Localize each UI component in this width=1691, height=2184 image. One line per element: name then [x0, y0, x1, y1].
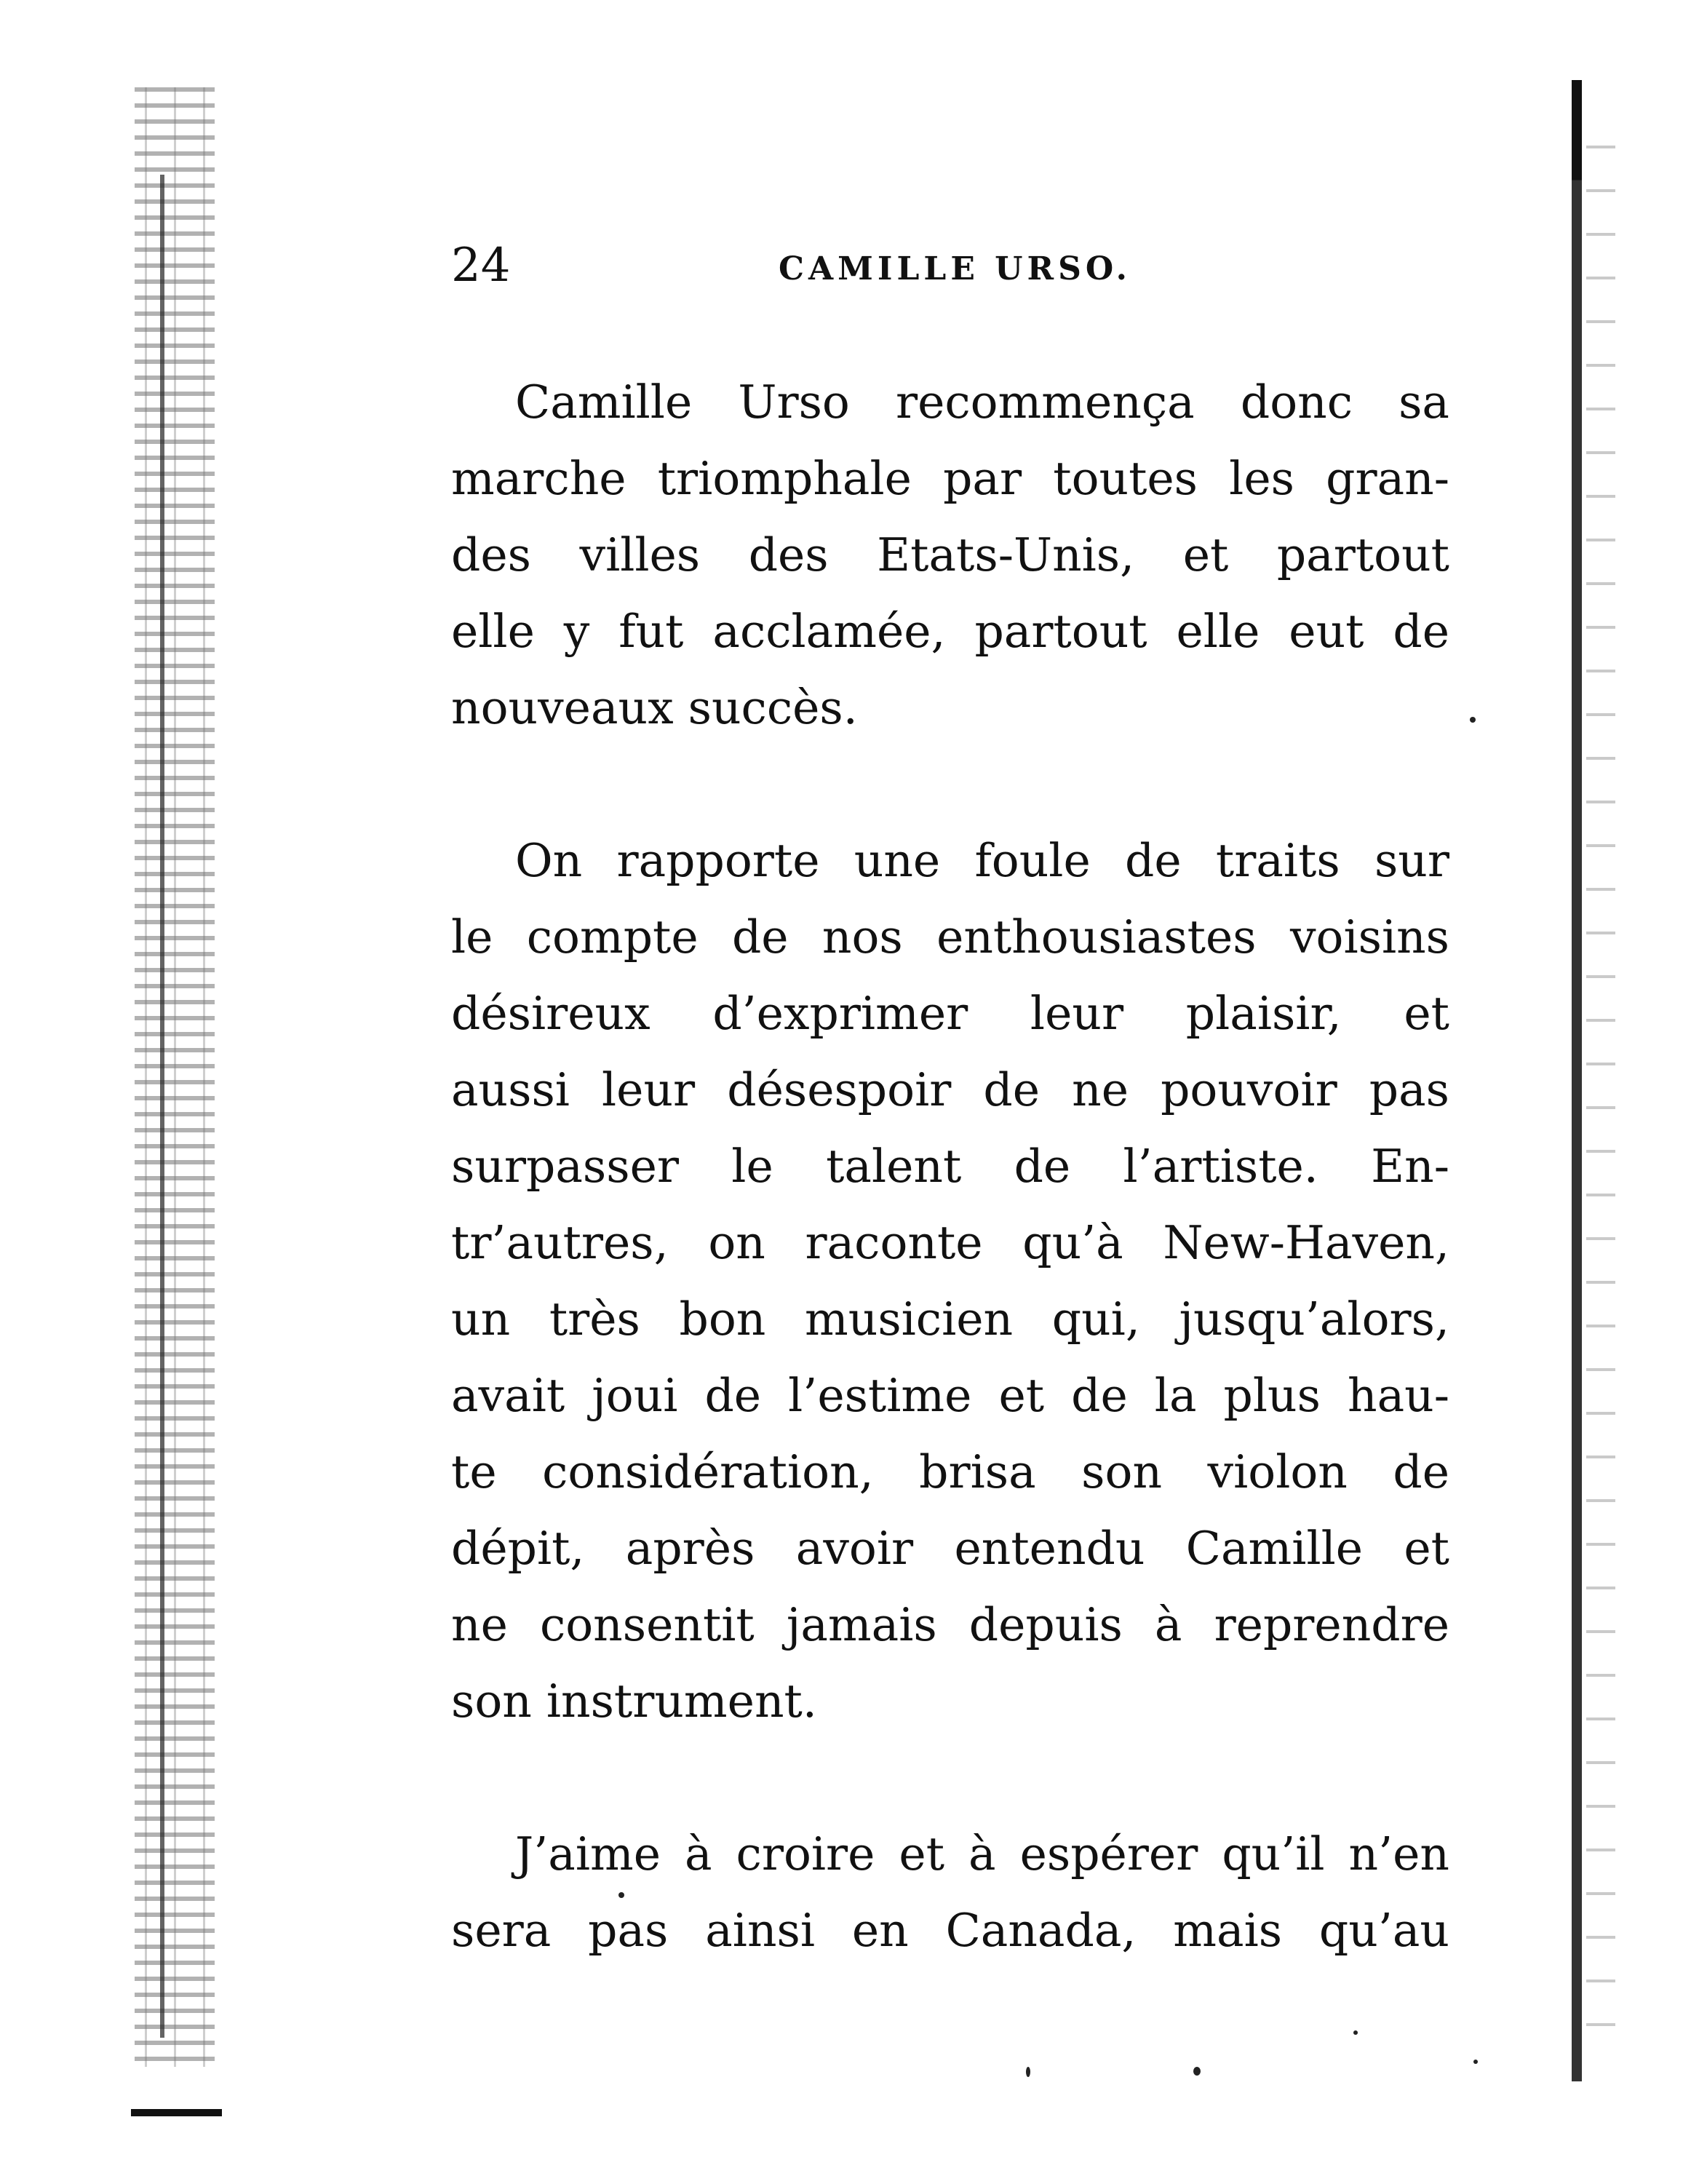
text-line: son instrument.	[451, 1675, 817, 1728]
page-number: 24	[451, 239, 511, 293]
page-header	[451, 237, 1470, 295]
text-line: nouveaux succès.	[451, 681, 858, 734]
scan-speck	[1193, 2067, 1201, 2076]
scan-speck	[1470, 717, 1476, 723]
text-line: Camille Urso recommença donc sa	[515, 376, 1449, 429]
body-text	[451, 364, 1449, 1969]
bottom-left-rule	[131, 2109, 222, 2116]
text-line: elle y fut acclamée, partout elle eut de	[451, 605, 1449, 658]
text-line: le compte de nos enthousiastes voisins	[451, 910, 1449, 964]
text-line: J’aime à croire et à espérer qu’il n’en	[515, 1827, 1449, 1881]
scan-speck	[1473, 2060, 1478, 2064]
binding-edge-scan-artifact	[135, 87, 215, 2067]
scan-speck	[1353, 2030, 1358, 2035]
right-edge-scan-artifact	[1586, 146, 1615, 2038]
paragraph-2	[451, 822, 1449, 1739]
text-line: aussi leur désespoir de ne pouvoir pas	[451, 1063, 1449, 1116]
text-line: te considération, brisa son violon de	[451, 1445, 1449, 1498]
paragraph-1	[451, 364, 1449, 746]
paragraph-3	[451, 1816, 1449, 1969]
text-line: sera pas ainsi en Canada, mais qu’au	[451, 1904, 1449, 1957]
running-head: CAMILLE URSO.	[779, 250, 1131, 287]
text-line: un très bon musicien qui, jusqu’alors,	[451, 1292, 1449, 1346]
right-edge-rule	[1572, 80, 1582, 2081]
scan-speck	[1026, 2067, 1030, 2077]
text-line: des villes des Etats-Unis, et partout	[451, 528, 1449, 581]
text-line: tr’autres, on raconte qu’à New-Haven,	[451, 1216, 1449, 1269]
text-line: ne consentit jamais depuis à reprendre	[451, 1598, 1449, 1651]
scan-speck	[618, 1892, 624, 1898]
text-line: surpasser le talent de l’artiste. En-	[451, 1140, 1449, 1193]
text-line: désireux d’exprimer leur plaisir, et	[451, 987, 1449, 1040]
text-line: marche triomphale par toutes les gran-	[451, 452, 1449, 505]
text-line: avait joui de l’estime et de la plus hau-	[451, 1369, 1449, 1422]
text-line: dépit, après avoir entendu Camille et	[451, 1522, 1449, 1575]
text-line: On rapporte une foule de traits sur	[515, 834, 1449, 887]
binding-edge-line	[160, 175, 164, 2038]
